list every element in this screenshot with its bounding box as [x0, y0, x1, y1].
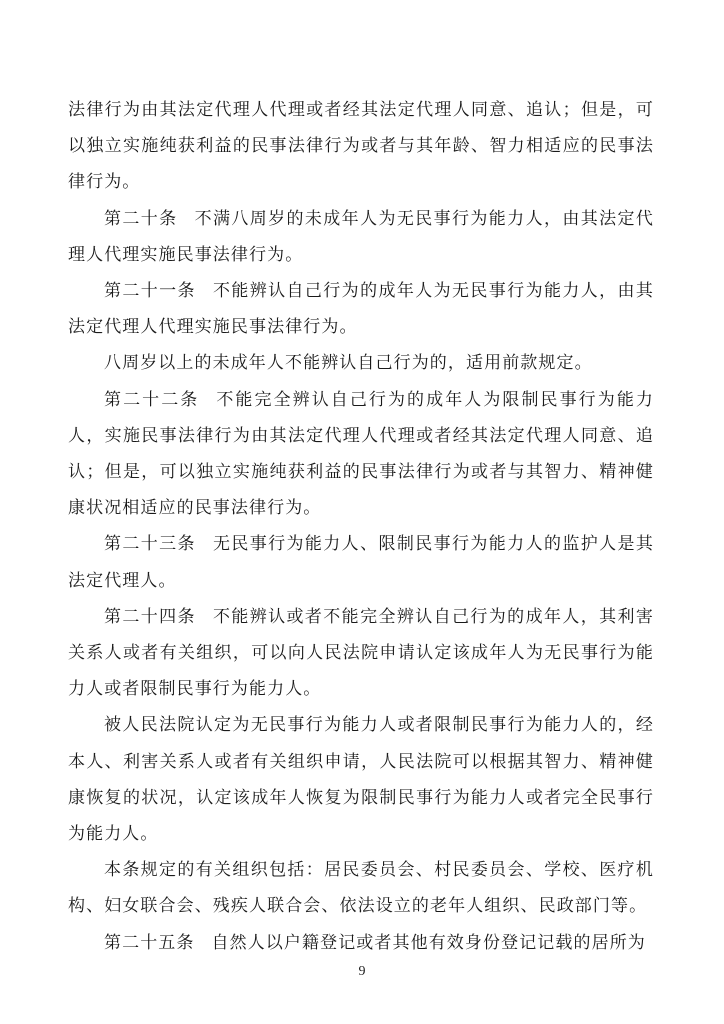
paragraph-text: 不能辨认自己行为的成年人为无民事行为能力人，由其法定代理人代理实施民事法律行为。 — [68, 281, 655, 338]
paragraph-text: 不能完全辨认自己行为的成年人为限制民事行为能力人，实施民事法律行为由其法定代理人代理或者经其法定代理人同意、追认；但是，可以独立实施纯获利益的民事法律行为或者与其智力、精神健康状况相适应的民事法律行为。 — [68, 389, 654, 519]
paragraph-continuation — [68, 92, 654, 201]
paragraph-article-21 — [68, 273, 654, 345]
paragraph-text: 自然人以户籍登记或者其他有效身份登记记载的居所为 — [211, 932, 646, 953]
paragraph-article-24-clause-2 — [68, 707, 654, 852]
paragraph-article-23 — [68, 526, 654, 598]
paragraph-text: 本条规定的有关组织包括：居民委员会、村民委员会、学校、医疗机构、妇女联合会、残疾人联合会、依法设立的老年人组织、民政部门等。 — [68, 860, 654, 917]
paragraph-article-25 — [68, 925, 654, 961]
paragraph-text: 不能辨认或者不能完全辨认自己行为的成年人，其利害关系人或者有关组织，可以向人民法院申请认定该成年人为无民事行为能力人或者限制民事行为能力人。 — [68, 606, 655, 700]
article-number: 第二十二条 — [104, 389, 200, 410]
paragraph-article-20 — [68, 201, 654, 273]
paragraph-article-21-clause-2 — [68, 345, 654, 381]
paragraph-text: 被人民法院认定为无民事行为能力人或者限制民事行为能力人的，经本人、利害关系人或者有关组织申请，人民法院可以根据其智力、精神健康恢复的状况，认定该成年人恢复为限制民事行为能力人或者完全民事行为能力人。 — [68, 715, 654, 845]
article-number: 第二十五条 — [104, 932, 195, 953]
article-number: 第二十一条 — [104, 281, 196, 302]
paragraph-text: 无民事行为能力人、限制民事行为能力人的监护人是其法定代理人。 — [68, 534, 655, 591]
paragraph-text: 不满八周岁的未成年人为无民事行为能力人，由其法定代理人代理实施民事法律行为。 — [68, 208, 654, 265]
page-number: 9 — [358, 964, 366, 979]
paragraph-text: 八周岁以上的未成年人不能辨认自己行为的，适用前款规定。 — [104, 353, 593, 374]
paragraph-text: 法律行为由其法定代理人代理或者经其法定代理人同意、追认；但是，可以独立实施纯获利益的民事法律行为或者与其年龄、智力相适应的民事法律行为。 — [68, 100, 654, 193]
article-number: 第二十条 — [104, 208, 178, 229]
body-text — [68, 92, 654, 961]
article-number: 第二十四条 — [104, 606, 196, 627]
paragraph-article-24-clause-3 — [68, 852, 654, 924]
paragraph-article-24 — [68, 599, 654, 708]
paragraph-article-22 — [68, 382, 654, 527]
article-number: 第二十三条 — [104, 534, 196, 555]
